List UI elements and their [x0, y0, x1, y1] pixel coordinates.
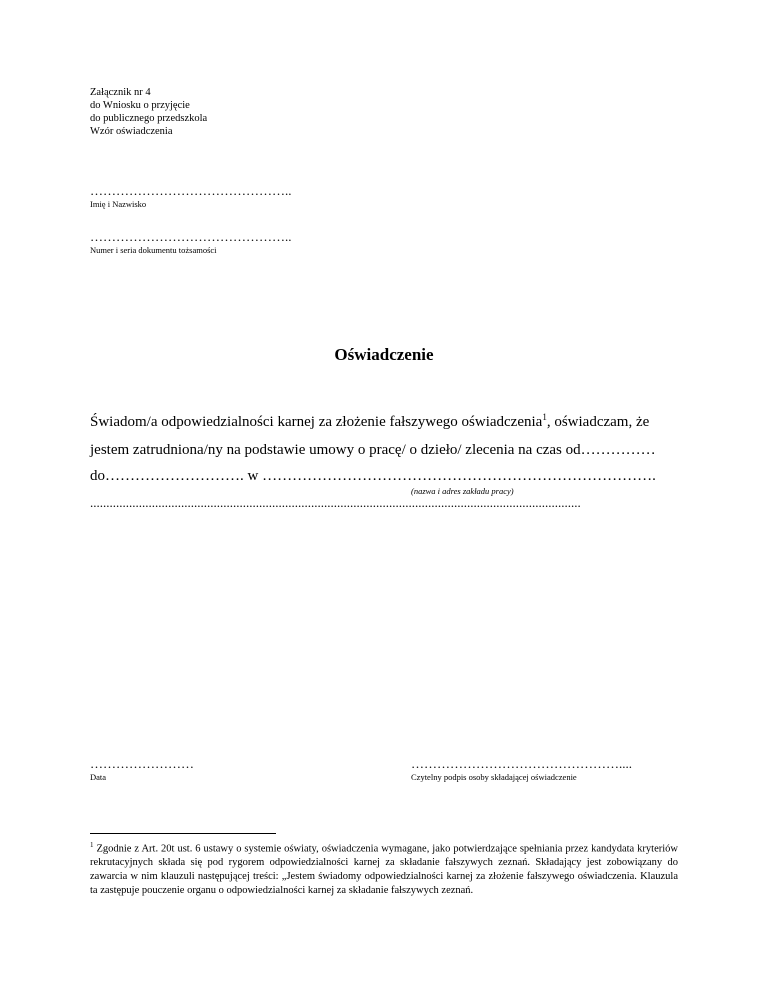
header-line-2: do Wniosku o przyjęcie: [90, 100, 190, 111]
document-title: Oświadczenie: [334, 345, 434, 364]
date-dots: ……………………: [90, 756, 194, 771]
header-line-3: do publicznego przedszkola: [90, 113, 208, 124]
footnote: [90, 839, 678, 898]
document-field-label: Numer i seria dokumentu tożsamości: [90, 245, 217, 255]
statement-line-1-end: , oświadczam, że: [546, 414, 650, 430]
statement-line-1-text: Świadom/a odpowiedzialności karnej za złożenie fałszywego oświadczenia: [90, 414, 543, 430]
workplace-note: (nazwa i adres zakładu pracy): [411, 486, 514, 496]
statement-line-2: jestem zatrudniona/ny na podstawie umowy o pracę/ o dzieło/ zlecenia na czas od……………: [90, 442, 656, 458]
footnote-marker: 1: [90, 841, 94, 849]
date-label: Data: [90, 772, 107, 782]
header-line-4: Wzór oświadczenia: [90, 126, 173, 137]
document-field-dots: ………………………………………..: [90, 229, 292, 244]
statement-line-4: .......................................................................................................................................................: [90, 495, 581, 510]
name-field-dots: ………………………………………..: [90, 183, 292, 198]
attachment-header: [90, 86, 207, 138]
footnote-reference: 1: [542, 412, 547, 422]
footnote-divider: [90, 833, 276, 834]
name-field-label: Imię i Nazwisko: [90, 199, 147, 209]
signature-dots: …………………………………………....: [411, 756, 632, 771]
statement-line-3: do………………………. w …………………………………………………………………….: [90, 468, 656, 484]
signature-label: Czytelny podpis osoby składającej oświadczenie: [411, 772, 577, 782]
footnote-text: Zgodnie z Art. 20t ust. 6 ustawy o systemie oświaty, oświadczenia wymagane, jako potwierdzające spełniania przez kandydata kryteriów rekrutacyjnych składa się pod rygorem odpowiedzialności karnej za składanie fałszywych zeznań. Składający jest zobowiązany do zawarcia w nim klauzuli następującej treści: „Jestem świadomy odpowiedzialności karnej za złożenie fałszywego oświadczenia. Klauzula ta zastępuje pouczenie organu o odpowiedzialności karnej za składanie fałszywych zeznań.: [90, 843, 679, 896]
header-line-1: Załącznik nr 4: [90, 87, 151, 98]
statement-line-1: [90, 412, 649, 431]
